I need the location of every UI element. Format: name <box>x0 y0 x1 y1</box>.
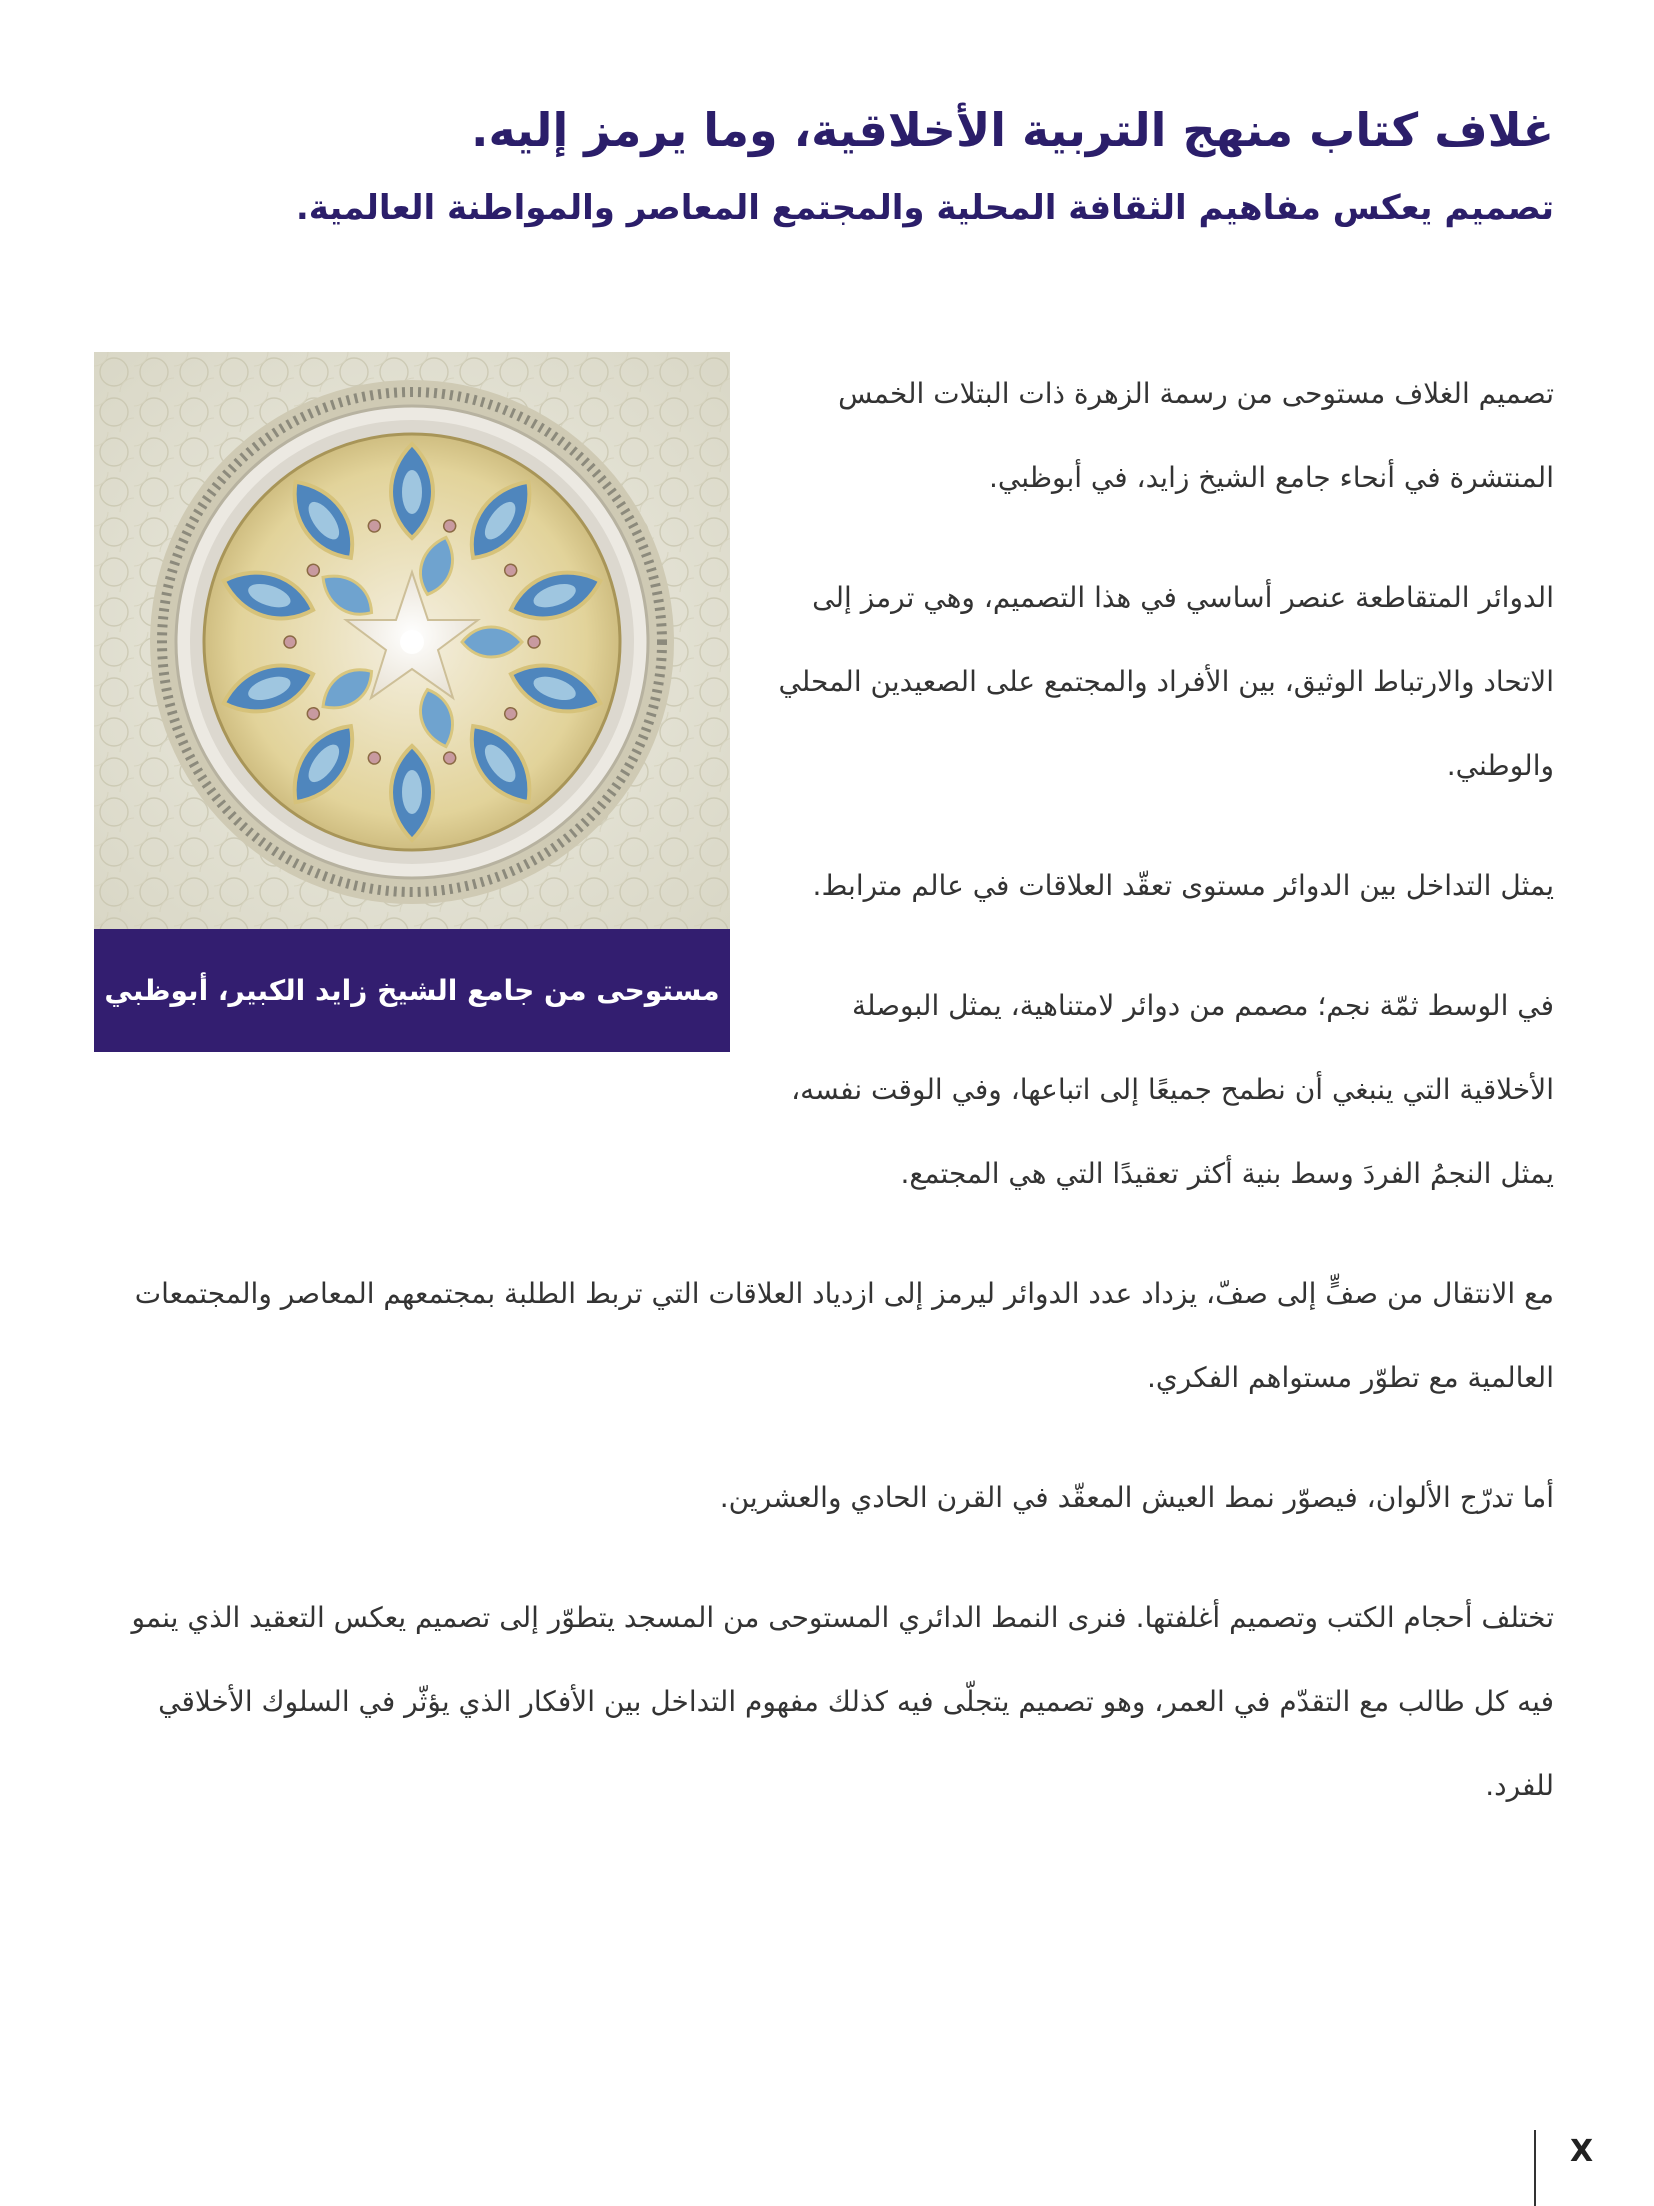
mosque-medallion-image <box>94 352 730 929</box>
page-number-divider <box>1534 2130 1536 2206</box>
paragraph: يمثل التداخل بين الدوائر مستوى تعقّد العلاقات في عالم مترابط. <box>812 869 1554 902</box>
paragraph: أما تدرّج الألوان، فيصوّر نمط العيش المعقّد في القرن الحادي والعشرين. <box>719 1481 1554 1514</box>
article-body <box>94 352 1554 1864</box>
cover-figure <box>94 352 730 1052</box>
page-number: X <box>1570 2134 1594 2169</box>
paragraph: في الوسط ثمّة نجم؛ مصمم من دوائر لامتناهية، يمثل البوصلة الأخلاقية التي ينبغي أن نطمح جميعًا إلى اتباعها، وفي الوقت نفسه، يمثل النجمُ الفردَ وسط بنية أكثر تعقيدًا التي هي المجتمع. <box>791 989 1554 1190</box>
paragraph: تختلف أحجام الكتب وتصميم أغلفتها. فنرى النمط الدائري المستوحى من المسجد يتطوّر إلى تصميم يعكس التعقيد الذي ينمو فيه كل طالب مع التقدّم في العمر، وهو تصميم يتجلّى فيه كذلك مفهوم التداخل بين الأفكار الذي يؤثّر في السلوك الأخلاقي للفرد. <box>131 1601 1554 1802</box>
paragraph: مع الانتقال من صفٍّ إلى صفّ، يزداد عدد الدوائر ليرمز إلى ازدياد العلاقات التي تربط الطلبة بمجتمعهم المعاصر والمجتمعات العالمية مع تطوّر مستواهم الفكري. <box>134 1277 1554 1394</box>
paragraph: تصميم الغلاف مستوحى من رسمة الزهرة ذات البتلات الخمس المنتشرة في أنحاء جامع الشيخ زايد، في أبوظبي. <box>838 377 1554 494</box>
paragraph: الدوائر المتقاطعة عنصر أساسي في هذا التصميم، وهي ترمز إلى الاتحاد والارتباط الوثيق، بين الأفراد والمجتمع على الصعيدين المحلي والوطني. <box>778 581 1554 782</box>
figure-caption: مستوحى من جامع الشيخ زايد الكبير، أبوظبي <box>94 929 730 1052</box>
page-title: غلاف كتاب منهج التربية الأخلاقية، وما يرمز إليه. <box>471 103 1554 157</box>
page-subtitle: تصميم يعكس مفاهيم الثقافة المحلية والمجتمع المعاصر والمواطنة العالمية. <box>295 188 1554 228</box>
